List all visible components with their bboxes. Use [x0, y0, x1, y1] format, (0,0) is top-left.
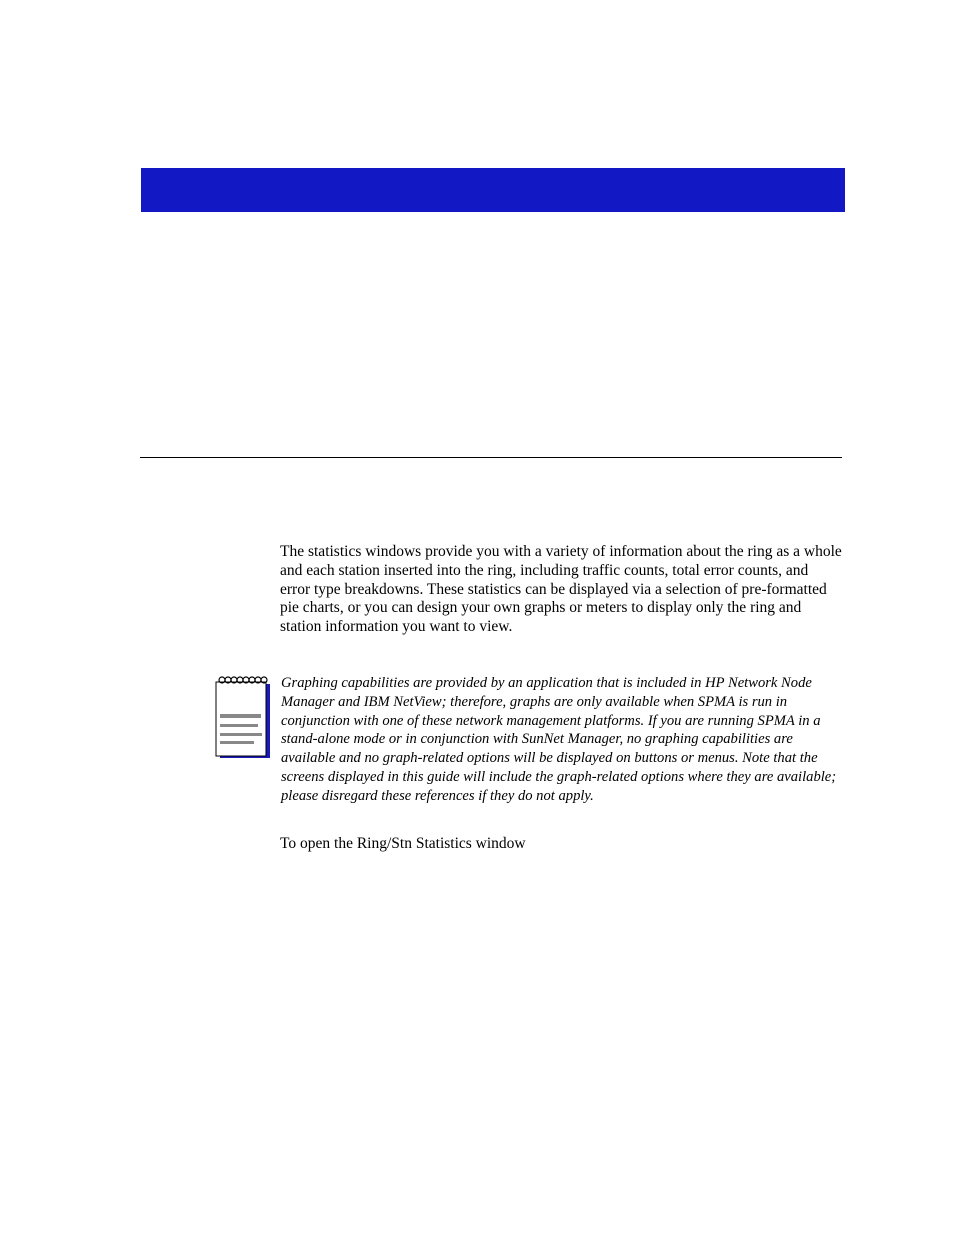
chapter-banner	[141, 168, 845, 212]
note-text: Graphing capabilities are provided by an application that is included in HP Network Node Manager and IBM NetView; therefore, graphs are only available when SPMA is run in conjunction with one of these network management platforms. If you are running SPMA in a stand-alone mode or in conjunction with SunNet Manager, no graphing capabilities are available and no graph-related options will be displayed on buttons or menus. Note that the screens displayed in this guide will include the graph-related options where they are available; please disregard these references if they do not apply.	[281, 675, 837, 804]
intro-paragraph: The statistics windows provide you with a variety of information about the ring as a whole and each station inserted into the ring, including traffic counts, total error counts, and error type breakdowns. These statistics can be displayed via a selection of pre-formatted pie charts, or you can design your own graphs or meters to display only the ring and station information you want to view.	[280, 543, 842, 636]
procedure-heading: To open the Ring/Stn Statistics window	[280, 835, 526, 852]
section-divider	[140, 457, 842, 458]
note-icon	[214, 674, 272, 760]
